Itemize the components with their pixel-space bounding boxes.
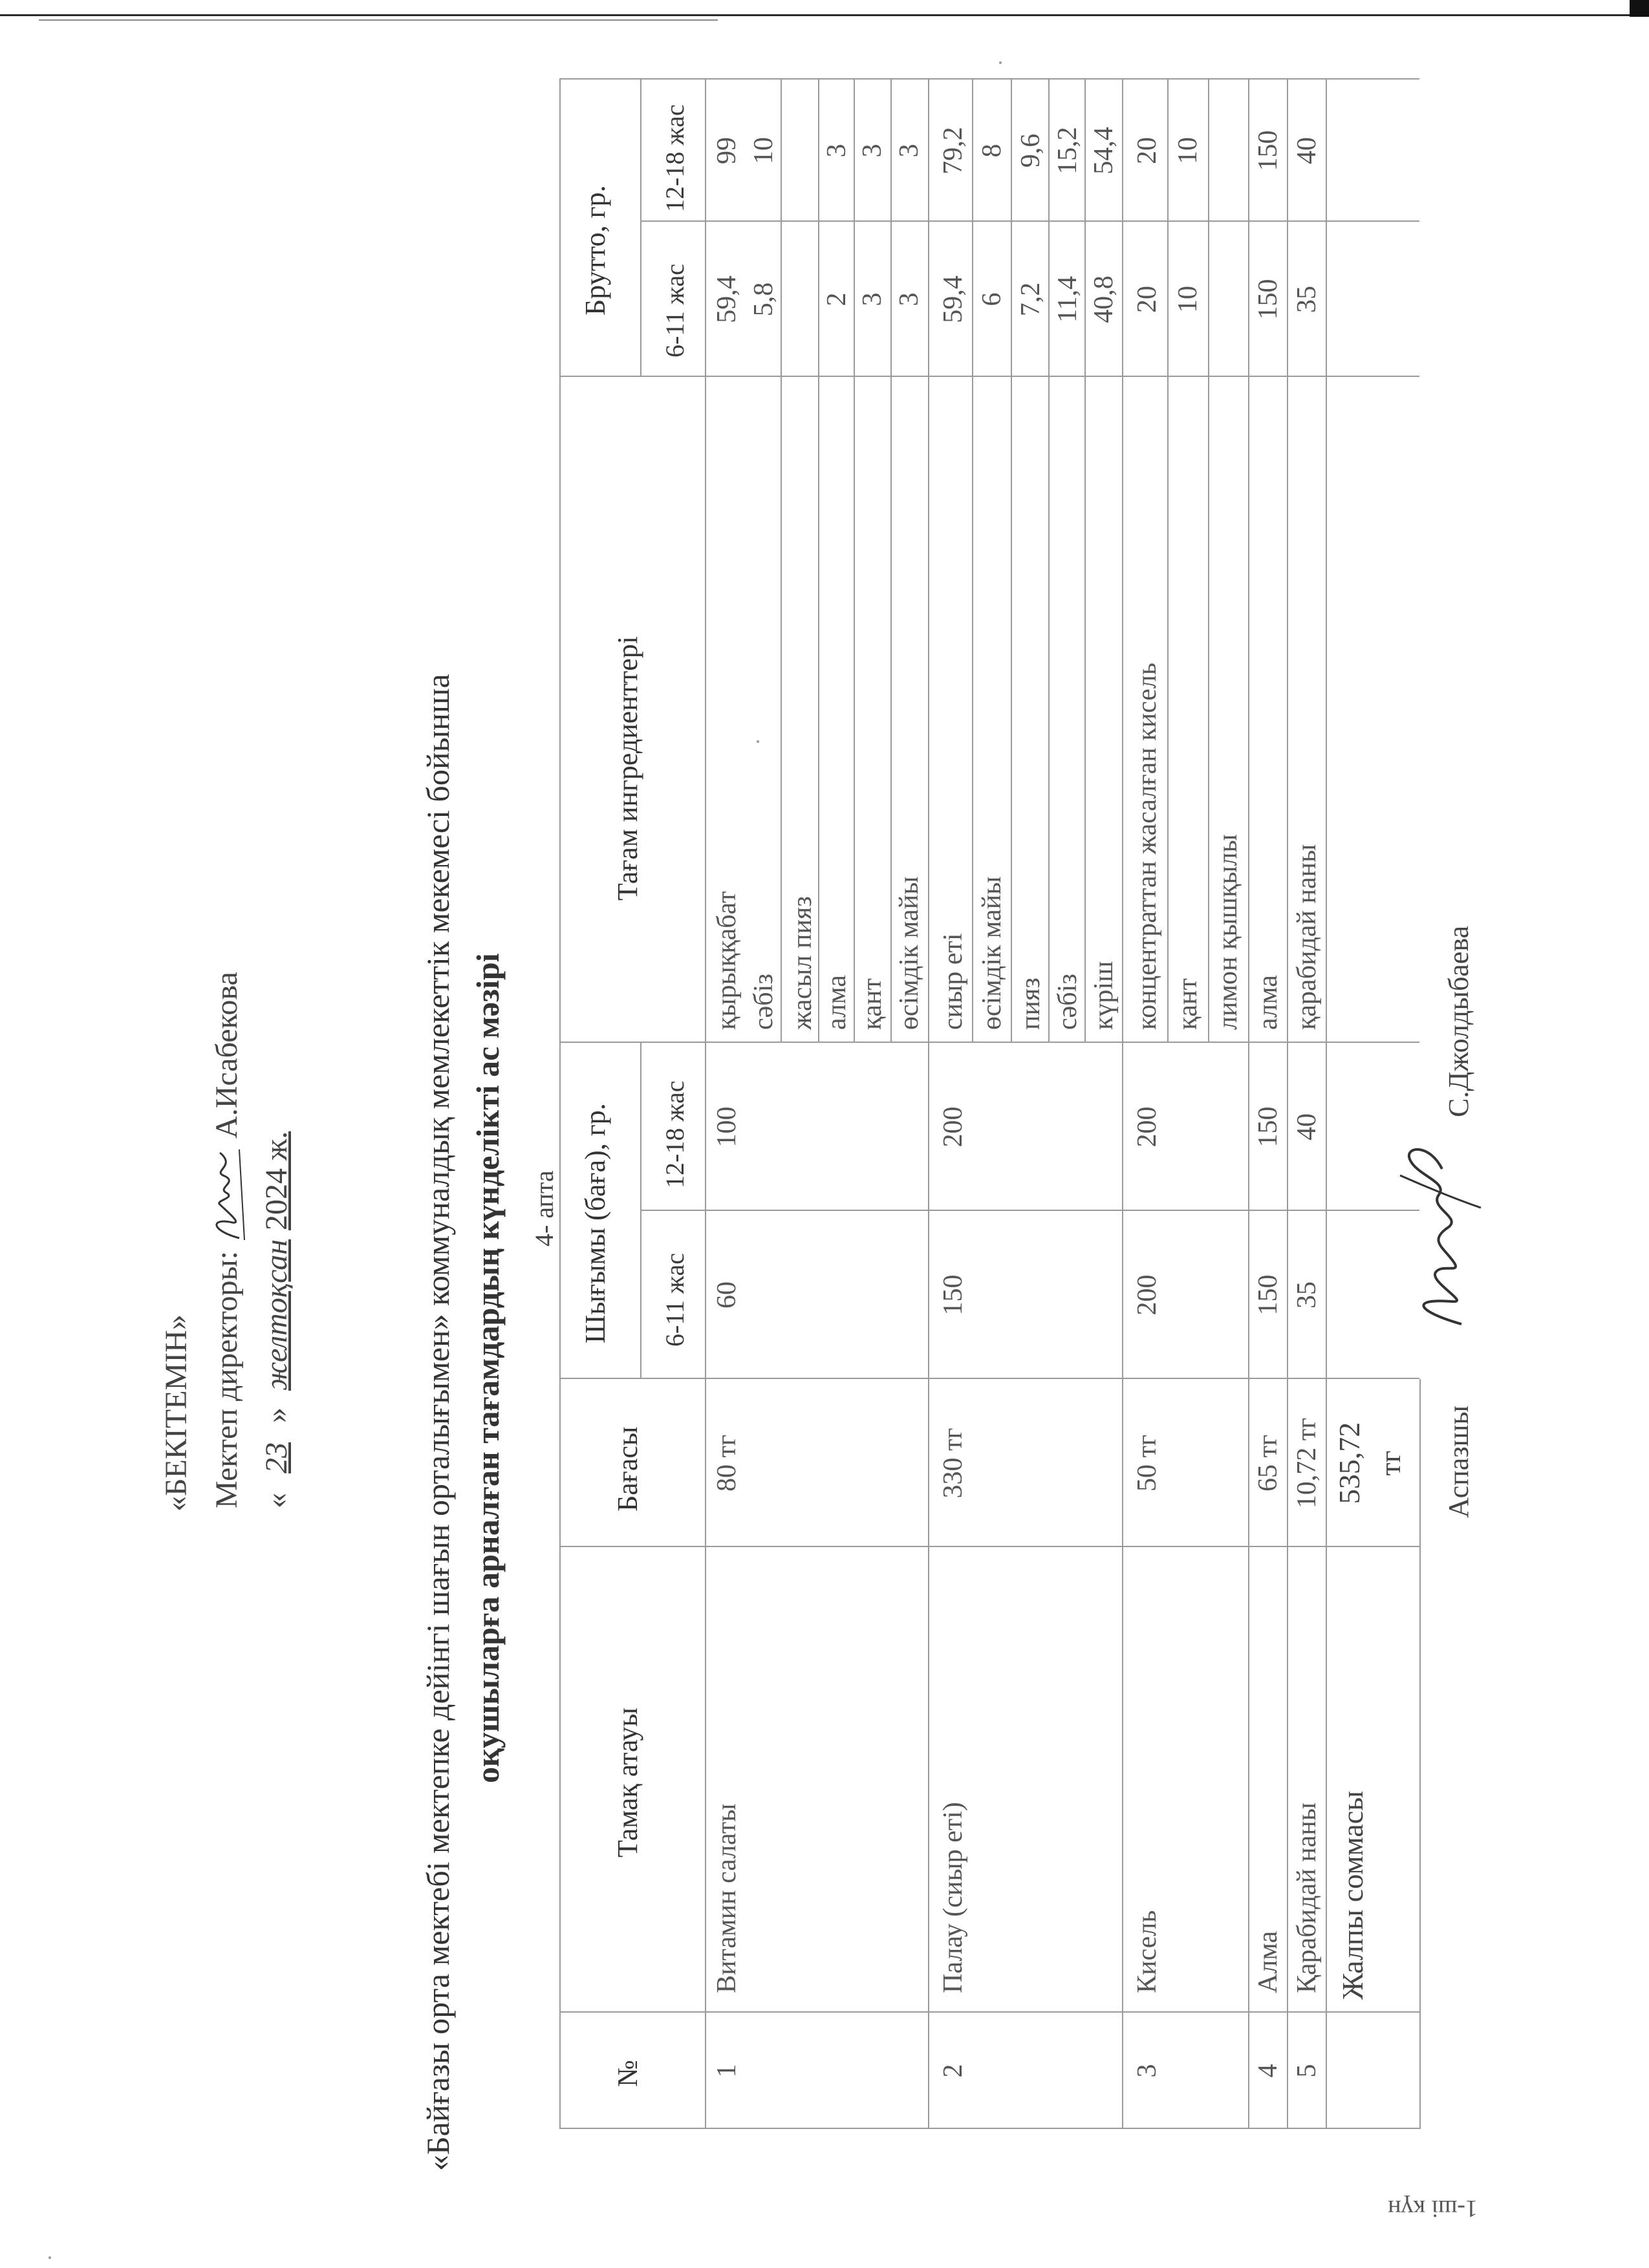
row3-ing1-b6: 20 bbox=[1132, 286, 1162, 313]
row2-dish: Палау (сиыр еті) bbox=[938, 1802, 968, 1993]
row3-ing1: концентраттан жасалған кисель bbox=[1132, 662, 1162, 1030]
date-day: 23 bbox=[259, 1442, 294, 1473]
row4-ing1-b6: 150 bbox=[1253, 279, 1283, 320]
row1-ing1-b6: 59,4 bbox=[712, 275, 742, 323]
row4-out-6-11: 150 bbox=[1253, 1274, 1283, 1316]
row5-out-6-11: 35 bbox=[1292, 1281, 1322, 1309]
row2-ing3-b12: 9,6 bbox=[1016, 133, 1046, 168]
row3-price: 50 тг bbox=[1132, 1434, 1162, 1492]
row2-ing5-b12: 54,4 bbox=[1089, 127, 1119, 175]
row1-ing5-b6: 3 bbox=[857, 292, 887, 306]
row2-ing1-b6: 59,4 bbox=[938, 275, 968, 323]
row3-ing2-b12: 10 bbox=[1173, 137, 1203, 164]
row1-ing3: жасыл пияз bbox=[788, 896, 817, 1030]
approval-date-line bbox=[259, 1131, 294, 1508]
row2-ing2-b12: 8 bbox=[977, 144, 1007, 158]
row1-ing4: алма bbox=[822, 975, 852, 1030]
row2-ing5: күріш bbox=[1089, 961, 1119, 1030]
row1-price: 80 тг bbox=[712, 1434, 742, 1492]
week-label: 4- апта bbox=[530, 1170, 559, 1246]
row5-ing1: қарабидай наны bbox=[1292, 844, 1322, 1030]
row5-dish: Қарабидай наны bbox=[1292, 1803, 1322, 1993]
row1-out-6-11: 60 bbox=[712, 1281, 742, 1309]
row2-num: 2 bbox=[938, 2064, 968, 2078]
header-dish: Тамақ атауы bbox=[612, 1707, 643, 1857]
row5-out-12-18: 40 bbox=[1292, 1113, 1322, 1140]
row1-ing4-b12: 3 bbox=[822, 144, 852, 158]
row4-num: 4 bbox=[1253, 2064, 1283, 2078]
row1-ing2-b6: 5,8 bbox=[749, 282, 779, 317]
day-label: 1-ші күн bbox=[1388, 2195, 1478, 2222]
row2-ing3-b6: 7,2 bbox=[1016, 282, 1046, 317]
date-month: желтоқсан bbox=[259, 1239, 294, 1391]
date-close-quote: » bbox=[259, 1407, 294, 1423]
page-title-line2: оқушыларға арналған тағамдардың күнделікті ас мәзірі bbox=[469, 953, 506, 1783]
row4-ing1: алма bbox=[1253, 975, 1283, 1030]
row3-out-12-18: 200 bbox=[1132, 1106, 1162, 1148]
row4-ing1-b12: 150 bbox=[1253, 130, 1283, 171]
header-output-12-18: 12-18 жас bbox=[660, 1080, 689, 1188]
row2-ing5-b6: 40,8 bbox=[1089, 275, 1119, 323]
row4-price: 65 тг bbox=[1253, 1434, 1283, 1492]
row5-ing1-b6: 35 bbox=[1292, 286, 1322, 313]
row1-num: 1 bbox=[712, 2064, 742, 2078]
row5-num: 5 bbox=[1292, 2064, 1322, 2078]
row4-out-12-18: 150 bbox=[1253, 1106, 1283, 1148]
row3-ing2: қант bbox=[1173, 978, 1203, 1030]
row2-ing1: сиыр еті bbox=[938, 933, 968, 1030]
header-price: Бағасы bbox=[612, 1426, 643, 1512]
cook-signature-icon bbox=[1390, 1124, 1487, 1337]
row1-ing1-b12: 99 bbox=[712, 137, 742, 164]
row2-ing4-b6: 11,4 bbox=[1053, 276, 1083, 323]
page-title-line1: «Байғазы орта мектебі мектепке дейінгі шағын орталығымен» коммуналдық мемлекеттік мекемесі бойынша bbox=[420, 674, 456, 2171]
row2-ing2: өсімдік майы bbox=[977, 876, 1007, 1030]
header-num: № bbox=[612, 2060, 643, 2087]
header-ingredients: Тағам ингредиенттері bbox=[612, 636, 643, 901]
row2-out-6-11: 150 bbox=[938, 1274, 968, 1316]
director-label: Мектеп директоры: bbox=[210, 1250, 244, 1508]
total-currency: тг bbox=[1374, 1450, 1406, 1476]
row2-out-12-18: 200 bbox=[938, 1106, 968, 1148]
header-brutto: Брутто, гр. bbox=[579, 185, 611, 316]
row1-ing2: сәбіз bbox=[749, 974, 779, 1030]
date-year: 2024 ж. bbox=[259, 1131, 294, 1230]
approval-director-line bbox=[207, 972, 252, 1508]
director-name: А.Исабекова bbox=[210, 972, 244, 1139]
row1-ing5-b12: 3 bbox=[857, 144, 887, 158]
footer-name: С.Джолдыбаева bbox=[1443, 925, 1474, 1117]
row1-ing1: қырыққабат bbox=[712, 891, 742, 1030]
director-signature-icon bbox=[207, 1146, 252, 1243]
header-brutto-6-11: 6-11 жас bbox=[660, 264, 689, 358]
row2-ing4: сәбіз bbox=[1053, 974, 1083, 1030]
approval-org: «БЕКІТЕМІН» bbox=[159, 1314, 193, 1512]
row1-ing4-b6: 2 bbox=[822, 292, 852, 306]
row1-out-12-18: 100 bbox=[712, 1106, 742, 1148]
row2-ing4-b12: 15,2 bbox=[1053, 127, 1083, 175]
row2-ing3: пияз bbox=[1016, 978, 1046, 1030]
row3-num: 3 bbox=[1132, 2064, 1162, 2078]
total-value: 535,72 bbox=[1333, 1422, 1366, 1504]
row3-ing3: лимон қышқылы bbox=[1213, 834, 1243, 1030]
menu-table bbox=[559, 80, 1419, 2129]
row5-ing1-b12: 40 bbox=[1292, 137, 1322, 164]
row1-ing6-b6: 3 bbox=[894, 292, 924, 306]
row2-ing1-b12: 79,2 bbox=[938, 127, 968, 175]
row1-ing5: қант bbox=[857, 978, 887, 1030]
row3-ing2-b6: 10 bbox=[1173, 286, 1203, 313]
row5-price: 10,72 тг bbox=[1292, 1417, 1322, 1509]
row1-ing6-b12: 3 bbox=[894, 144, 924, 158]
date-open-quote: « bbox=[259, 1493, 294, 1508]
row2-ing2-b6: 6 bbox=[977, 292, 1007, 306]
row1-dish: Витамин салаты bbox=[712, 1803, 742, 1993]
header-output-6-11: 6-11 жас bbox=[660, 1253, 689, 1347]
row3-dish: Кисель bbox=[1132, 1910, 1162, 1993]
row3-ing1-b12: 20 bbox=[1132, 137, 1162, 164]
row1-ing2-b12: 10 bbox=[749, 137, 779, 164]
row2-price: 330 тг bbox=[938, 1428, 968, 1499]
row3-out-6-11: 200 bbox=[1132, 1274, 1162, 1316]
total-label: Жалпы соммасы bbox=[1336, 1790, 1369, 2000]
footer-role: Аспазшы bbox=[1443, 1405, 1474, 1518]
row1-ing6: өсімдік майы bbox=[894, 876, 924, 1030]
header-output: Шығымы (баға), гр. bbox=[579, 1103, 611, 1343]
row4-dish: Алма bbox=[1253, 1931, 1283, 1993]
header-brutto-12-18: 12-18 жас bbox=[660, 104, 689, 212]
